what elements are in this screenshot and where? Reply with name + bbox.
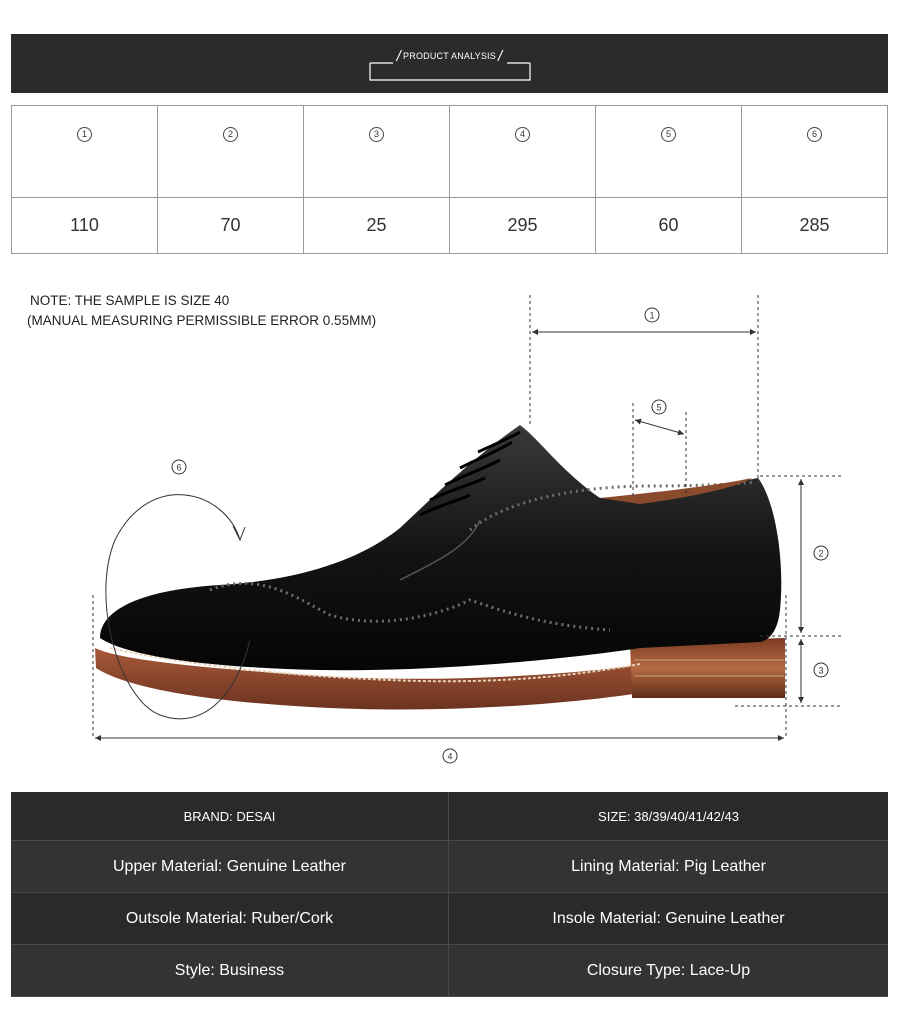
specs-grid bbox=[11, 792, 888, 997]
diagram-marker bbox=[443, 749, 457, 763]
measure-label: 6 bbox=[807, 127, 822, 142]
measure-label-cell bbox=[158, 106, 304, 198]
marker-label: 6 bbox=[176, 462, 182, 473]
measure-label: 4 bbox=[515, 127, 530, 142]
measure-value: 25 bbox=[304, 198, 450, 254]
measure-label-cell bbox=[596, 106, 742, 198]
shoe-measurement-diagram bbox=[0, 280, 900, 780]
diagram-marker bbox=[645, 308, 659, 322]
measure-label-cell bbox=[12, 106, 158, 198]
measure-label-cell bbox=[742, 106, 888, 198]
note-line-1: NOTE: THE SAMPLE IS SIZE 40 bbox=[30, 293, 230, 308]
measure-value: 70 bbox=[158, 198, 304, 254]
marker-label: 3 bbox=[818, 665, 824, 676]
measure-label-cell bbox=[450, 106, 596, 198]
measure-value: 295 bbox=[450, 198, 596, 254]
spec-lining-material: Lining Material: Pig Leather bbox=[449, 841, 888, 893]
diagram-marker bbox=[652, 400, 666, 414]
section-title: / PRODUCT ANALYSIS / bbox=[396, 48, 503, 65]
marker-label: 2 bbox=[818, 548, 824, 559]
diagram-marker bbox=[814, 546, 828, 560]
spec-upper-material: Upper Material: Genuine Leather bbox=[11, 841, 449, 893]
spec-style: Style: Business bbox=[11, 945, 449, 997]
note-line-2: (MANUAL MEASURING PERMISSIBLE ERROR 0.55MM) bbox=[27, 313, 377, 328]
measure-label-cell bbox=[304, 106, 450, 198]
diagram-marker bbox=[814, 663, 828, 677]
measure-label: 2 bbox=[223, 127, 238, 142]
measure-value: 60 bbox=[596, 198, 742, 254]
section-header bbox=[11, 34, 888, 93]
marker-label: 5 bbox=[656, 402, 662, 413]
measure-label: 3 bbox=[369, 127, 384, 142]
spec-insole-material: Insole Material: Genuine Leather bbox=[449, 893, 888, 945]
measure-label: 5 bbox=[661, 127, 676, 142]
shoe-upper bbox=[100, 425, 781, 670]
shoe-illustration bbox=[95, 425, 785, 710]
measure-label: 1 bbox=[77, 127, 92, 142]
spec-brand: BRAND: DESAI bbox=[11, 792, 449, 841]
spec-outsole-material: Outsole Material: Ruber/Cork bbox=[11, 893, 449, 945]
section-title-text: PRODUCT ANALYSIS bbox=[403, 51, 496, 61]
spec-size: SIZE: 38/39/40/41/42/43 bbox=[449, 792, 888, 841]
title-bracket-decoration bbox=[369, 61, 531, 81]
measure-value: 285 bbox=[742, 198, 888, 254]
measure-value: 110 bbox=[12, 198, 158, 254]
marker-label: 1 bbox=[649, 310, 655, 321]
marker-label: 4 bbox=[447, 751, 453, 762]
diagram-marker bbox=[172, 460, 186, 474]
measurement-table bbox=[11, 105, 888, 254]
spec-closure-type: Closure Type: Lace-Up bbox=[449, 945, 888, 997]
